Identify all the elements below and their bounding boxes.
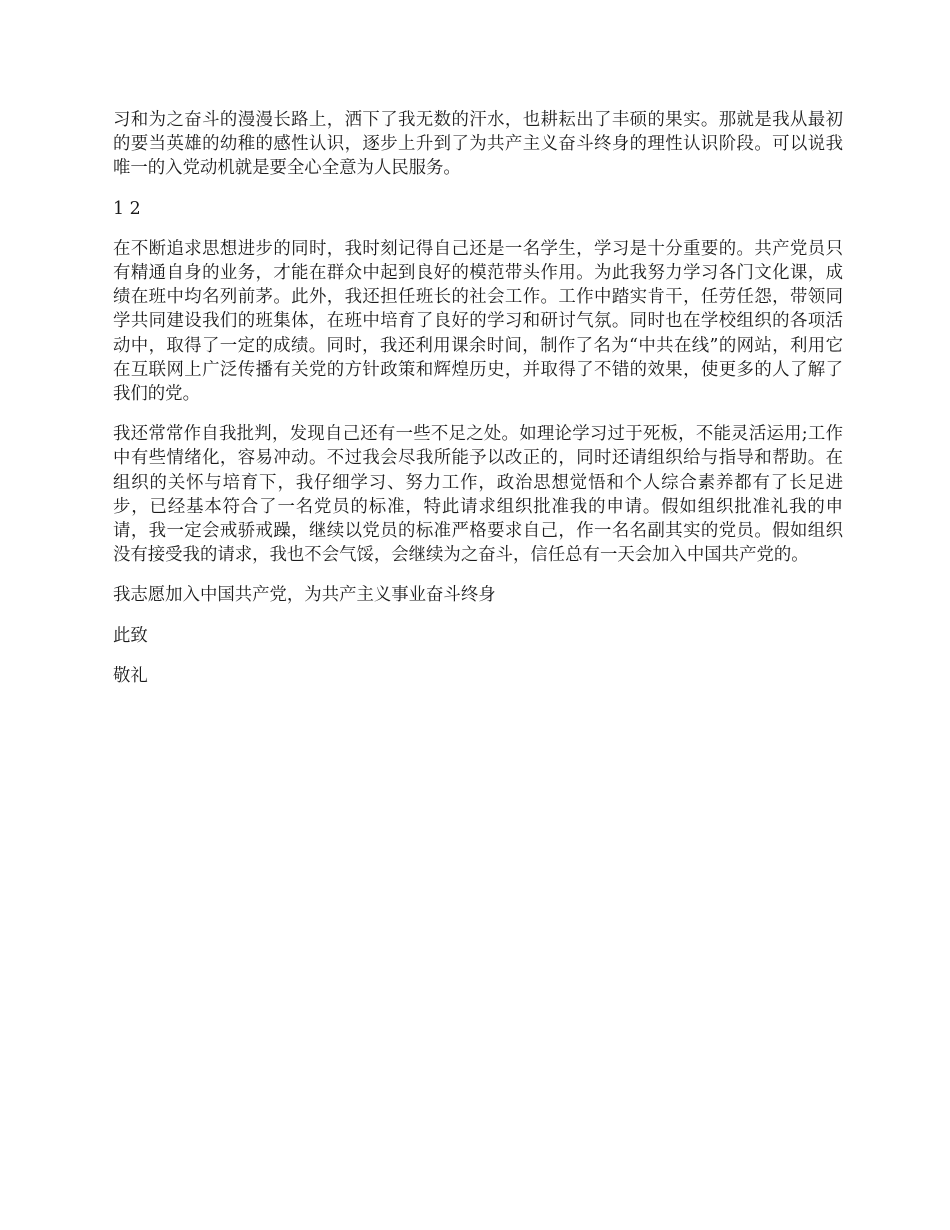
paragraph-self-criticism: 我还常常作自我批判，发现自己还有一些不足之处。如理论学习过于死板，不能灵活运用;工作中有些情绪化，容易冲动。不过我会尽我所能予以改正的，同时还请组织给与指导和帮助。在组织的关怀与培育下，我仔细学习、努力工作，政治思想觉悟和个人综合素养都有了长足进步，已经基本符合了一名党员的标准，特此请求组织批准我的申请。假如组织批准礼我的申请，我一定会戒骄戒躁，继续以党员的标准严格要求自己，作一名名副其实的党员。假如组织没有接受我的请求，我也不会气馁，会继续为之奋斗，信任总有一天会加入中国共产党的。	[113, 424, 843, 566]
closing-regards: 敬礼	[113, 665, 148, 686]
closing-salutation: 此致	[113, 625, 148, 646]
document-page	[113, 108, 843, 704]
paragraph-intro-continuation: 习和为之奋斗的漫漫长路上，洒下了我无数的汗水，也耕耘出了丰硕的果实。那就是我从最初的要当英雄的幼稚的感性认识，逐步上升到了为共产主义奋斗终身的理性认识阶段。可以说我唯一的入党动机就是要全心全意为人民服务。	[113, 110, 843, 179]
page-number-marker: 1 2	[113, 198, 141, 219]
paragraph-pledge: 我志愿加入中国共产党，为共产主义事业奋斗终身	[113, 585, 496, 606]
paragraph-study-and-work: 在不断追求思想进步的同时，我时刻记得自己还是一名学生，学习是十分重要的。共产党员只有精通自身的业务，才能在群众中起到良好的模范带头作用。为此我努力学习各门文化课，成绩在班中均名列前茅。此外，我还担任班长的社会工作。工作中踏实肯干，任劳任怨，带领同学共同建设我们的班集体，在班中培育了良好的学习和研讨气氛。同时也在学校组织的各项活动中，取得了一定的成绩。同时，我还利用课余时间，制作了名为“中共在线”的网站，利用它在互联网上广泛传播有关党的方针政策和辉煌历史，并取得了不错的效果，使更多的人了解了我们的党。	[113, 238, 843, 405]
